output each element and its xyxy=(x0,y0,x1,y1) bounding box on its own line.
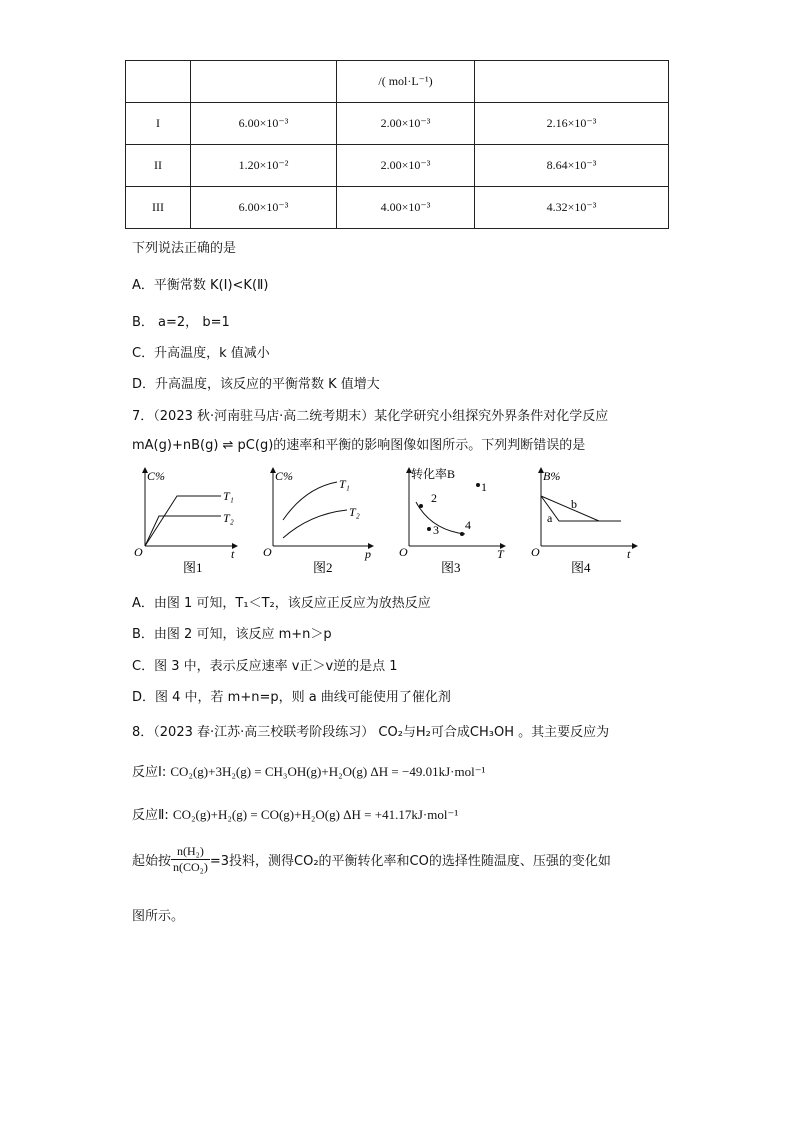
cell: 2.16×10⁻³ xyxy=(475,103,669,145)
header-cell xyxy=(126,61,191,103)
start-suffix: =3投料，测得CO₂的平衡转化率和CO的选择性随温度、压强的变化如 xyxy=(209,854,611,869)
fig4-curve-a: a xyxy=(547,511,553,525)
q8-reaction-1 xyxy=(132,761,485,780)
cell: 8.64×10⁻³ xyxy=(475,145,669,187)
q7-option-b: B．由图 2 可知，该反应 m+n＞p xyxy=(132,627,332,642)
fig3-point1: 1 xyxy=(481,480,487,494)
fraction-numerator: n(H₂) xyxy=(171,844,210,860)
fig3-point4: 4 xyxy=(465,518,471,532)
figure-1 xyxy=(134,468,237,575)
ratio-fraction xyxy=(171,844,210,875)
q7-stem-line1: 7．（2023 秋·河南驻马店·高二统考期末）某化学研究小组探究外界条件对化学反应 xyxy=(132,409,609,424)
fig1-origin: O xyxy=(134,545,143,559)
table-row xyxy=(126,187,669,229)
q7-option-d: D．图 4 中，若 m+n=p，则 a 曲线可能使用了催化剂 xyxy=(132,690,451,705)
figure-3 xyxy=(399,466,505,575)
row-label: I xyxy=(126,103,191,145)
fig3-caption: 图3 xyxy=(441,560,461,575)
row-label: III xyxy=(126,187,191,229)
cell: 1.20×10⁻² xyxy=(191,145,337,187)
fraction-denominator: n(CO₂) xyxy=(173,860,208,874)
fig2-t2-label: T₂ xyxy=(349,505,360,519)
fig2-ylabel: C% xyxy=(275,469,293,483)
reaction-1-equation: CO₂(g)+3H₂(g) = CH₃OH(g)+H₂O(g) ΔH = −49.01kJ·mol⁻¹ xyxy=(170,764,486,779)
q6-option-a: A．平衡常数 K(Ⅰ)<K(Ⅱ) xyxy=(132,278,269,293)
fig2-origin: O xyxy=(263,545,272,559)
header-cell-unit: /( mol·L⁻¹) xyxy=(337,61,475,103)
q7-option-c: C．图 3 中，表示反应速率 v正＞v逆的是点 1 xyxy=(132,659,398,674)
cell: 4.32×10⁻³ xyxy=(475,187,669,229)
fig1-xlabel: t xyxy=(231,547,235,561)
row-label: II xyxy=(126,145,191,187)
start-prefix: 起始按 xyxy=(132,854,172,869)
fig3-origin: O xyxy=(399,545,408,559)
fig3-ylabel: 转化率B xyxy=(411,467,456,481)
table-row xyxy=(126,145,669,187)
fig1-caption: 图1 xyxy=(183,560,203,575)
q7-option-a: A．由图 1 可知，T₁＜T₂，该反应正反应为放热反应 xyxy=(132,596,431,611)
q6-option-d: D．升高温度，该反应的平衡常数 K 值增大 xyxy=(132,377,380,392)
cell: 4.00×10⁻³ xyxy=(337,187,475,229)
fig4-caption: 图4 xyxy=(571,560,591,575)
cell: 2.00×10⁻³ xyxy=(337,145,475,187)
q8-end: 图所示。 xyxy=(132,909,185,924)
fig4-curve-b: b xyxy=(571,497,577,511)
fig4-ylabel: B% xyxy=(543,469,561,483)
fig1-ylabel: C% xyxy=(147,469,165,483)
cell: 2.00×10⁻³ xyxy=(337,103,475,145)
q6-option-c: C．升高温度，k 值减小 xyxy=(132,346,270,361)
q7-figures xyxy=(125,462,655,582)
fig3-xlabel: T xyxy=(497,547,504,561)
header-cell xyxy=(191,61,337,103)
fig2-t1-label: T₁ xyxy=(339,477,350,491)
figure-2 xyxy=(263,468,373,575)
table-header-row xyxy=(126,61,669,103)
q6-option-b: B． a=2， b=1 xyxy=(132,315,230,330)
reaction-1-label: 反应Ⅰ: xyxy=(132,765,167,780)
q8-reaction-2 xyxy=(132,804,458,823)
fig1-t2-label: T₂ xyxy=(223,511,234,525)
cell: 6.00×10⁻³ xyxy=(191,187,337,229)
fig2-xlabel: p xyxy=(365,547,371,561)
figure-4 xyxy=(531,468,637,575)
header-cell xyxy=(475,61,669,103)
fig1-t1-label: T₁ xyxy=(223,489,234,503)
q6-prompt: 下列说法正确的是 xyxy=(132,241,237,256)
table-row xyxy=(126,103,669,145)
fig3-point2: 2 xyxy=(431,491,437,505)
fig3-point3: 3 xyxy=(433,523,439,537)
reaction-2-label: 反应Ⅱ: xyxy=(132,808,169,823)
fig4-xlabel: t xyxy=(627,547,631,561)
reaction-2-equation: CO₂(g)+H₂(g) = CO(g)+H₂O(g) ΔH = +41.17kJ·mol⁻¹ xyxy=(172,807,459,822)
fig4-origin: O xyxy=(531,545,540,559)
q8-stem: 8．（2023 春·江苏·高三校联考阶段练习） CO₂与H₂可合成CH₃OH 。其主要反应为 xyxy=(132,725,610,740)
q7-stem-line2: mA(g)+nB(g) ⇌ pC(g)的速率和平衡的影响图像如图所示。下列判断错误的是 xyxy=(132,438,586,453)
fig2-caption: 图2 xyxy=(313,560,333,575)
q8-start-line xyxy=(132,844,611,875)
data-table xyxy=(125,60,669,229)
cell: 6.00×10⁻³ xyxy=(191,103,337,145)
